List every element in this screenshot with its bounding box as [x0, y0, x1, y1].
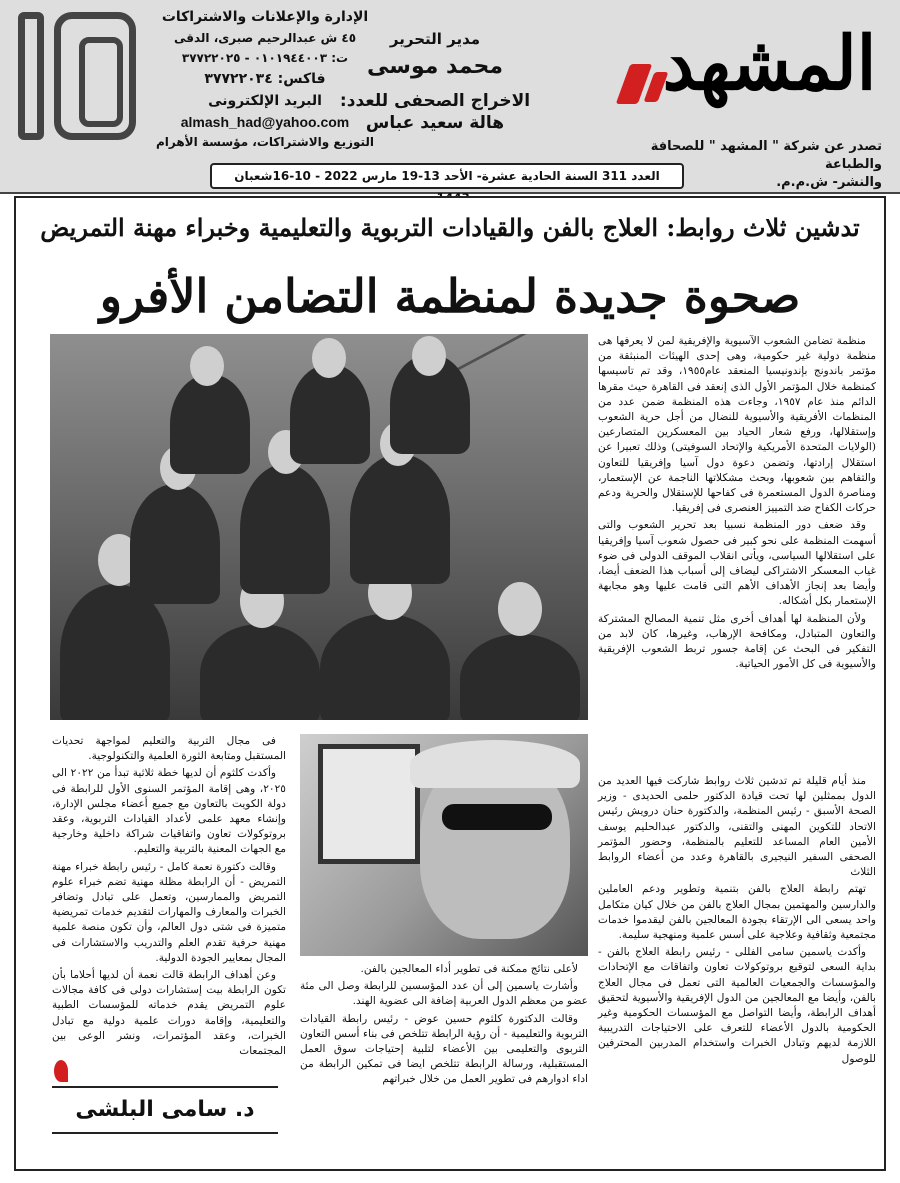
editor-name: محمد موسى	[367, 54, 503, 79]
person-figure	[200, 624, 320, 720]
paragraph: وعن أهداف الرابطة قالت نعمة أن لديها أحلاما بأن تكون الرابطة بيت إستشارات دولى فى كافة مجالات علوم التمريض يقدم خدماته للمؤسسات الطبية والتعليمية، وإقامة دورات علمية دولية مع تبادل الخبرات، وعقد المؤتمرات، ونشر الوعى بين المجتمعات	[52, 969, 286, 1058]
issue-info-bar: العدد 311 السنة الحادية عشرة- الأحد 13-19 مارس 2022 - 10-16شعبان	[210, 163, 684, 189]
page-number	[10, 12, 138, 142]
person-head	[412, 336, 446, 376]
wall-frame	[318, 744, 420, 864]
paragraph: تهتم رابطة العلاج بالفن بتنمية وتطوير ودعم العاملين والدارسين والمهتمين بمجال العلاج بالفن من خلال كيان متكامل واحد يسعى الى الإرتقاء بجودة المعالجين بالفن ليقدموا خدمات مجتمعية وثقافية وعلاجية على أسس علمية ومنهجية سليمة.	[598, 883, 876, 942]
page-number-digit-zero	[54, 12, 136, 140]
person-figure	[170, 374, 250, 474]
person-figure	[320, 614, 450, 720]
article-kicker: تدشين ثلاث روابط: العلاج بالفن والقيادات التربوية والتعليمية وخبراء مهنة التمريض	[40, 213, 860, 242]
publisher-line-1: تصدر عن شركة " المشهد " للصحافة والطباعة	[650, 139, 882, 172]
column-left	[52, 734, 286, 1084]
paragraph: وأشارت ياسمين إلى أن عدد المؤسسين للرابطة وصل الى مئة عضو من معظم الدول العربية إضافة الى عضوية الهند.	[300, 980, 588, 1008]
layout-title: الاخراج الصحفى للعدد:	[339, 91, 531, 111]
person-figure	[290, 364, 370, 464]
paragraph: وقالت الدكتورة كلثوم حسين عوض - رئيس رابطة القيادات التربوية والتعليمية - أن رؤية الرابطة تتلخص فى بناء أسس التعاون التربوى والتعليمى بين الأعضاء لتلبية إحتياجات سوق العمل المستقبلية، ورسالة الرابطة تتلخص ايضا فى تمكين الرابطة من اداء ادوارهم فى تطوير العمل من خلال خبراتهم	[300, 1012, 588, 1086]
masthead	[0, 0, 900, 194]
column-middle	[300, 962, 588, 1167]
paragraph: منظمة تضامن الشعوب الآسيوية والإفريقية لمن لا يعرفها هى منظمة دولية غير حكومية، وهى إحدى الهيئات المنبثقة من مؤتمر باندونج بإندونيسيا المنعقد عام١٩٥٥، وقد تم تاسيسها كمنظمة خلال المؤتمر الأول الذى إنعقد فى القاهرة حيث مقرها الدائم منذ عام ١٩٥٧، وجاءت هذه المنظمة ضمن عدد من المنظمات الأفريقية والأسيوية للنضال من أجل حرية الشعوب وإستقلالها، ورفع شعار الحياد بين المعسكرين المتصارعين (الولايات المتحدة الأمريكية والإتحاد السوفيتى) وذلك تعبيرا عن استقلال إرادتها، وتضمن دعوة دول آسيا وإفريقيا للتعاون والتفاهم بين شعوبها، وبحث مشكلاتها الناجمة عن الإستعمار، ومناصرة الدول المستعمرة فى كفاحها للإستقلال والحرية ودعم حركات الكفاح ضد التمييز العنصرى فى إفريقيا.	[598, 335, 876, 515]
editor-title: مدير التحرير	[389, 30, 481, 48]
person-figure	[130, 484, 220, 604]
distribution: التوزيع والاشتراكات، مؤسسة الأهرام	[155, 135, 375, 149]
article-headline: صحوة جديدة لمنظمة التضامن الأفرو	[99, 269, 801, 323]
person-head	[498, 582, 542, 636]
person-figure	[350, 454, 450, 584]
fax: فاكس: ٣٧٧٢٢٠٣٤	[204, 71, 326, 87]
paragraph: فى مجال التربية والتعليم لمواجهة تحديات المستقبل ومتابعة الثورة العلمية والتكنولوجية.	[52, 735, 286, 763]
byline: د. سامى البلشى	[52, 1086, 278, 1134]
paragraph: وقالت دكتورة نعمة كامل - رئيس رابطة خبراء مهنة التمريض - أن الرابطة مظلة مهنية تضم خبراء علوم التمريض والممارسين، وتعمل على تبادل وتضافر الخبرات والمعارف والمهارات لتقديم خدمات تمريضية متميزة فى شتى دول العالم، وأن تكون منصة علمية مهنية حرفية تقدم العلم والتدريب والاستشارات فى المجال بمعايير الجودة الدولية.	[52, 860, 286, 964]
layout-name: هالة سعيد عباس	[365, 113, 505, 133]
column-right-top	[598, 334, 876, 720]
person-head	[312, 338, 346, 378]
page-number-digit-one	[18, 12, 44, 140]
portrait-cap	[410, 740, 580, 788]
paragraph: منذ أيام قليلة تم تدشين ثلاث روابط شاركت فيها العديد من الدول بممثلين لها تحت قيادة الدكتور حلمى الحديدى - وزير الصحة الأسبق - رئيس المنظمة، والدكتورة حنان درويش رئيس الاتحاد للتكوين المهنى والتقنى، والدكتور عبدالحليم يوسف الأمين العام المساعد للتعليم بالمنظمة، وحضور المؤتمر الصحفى السفير النيجيرى بالقاهرة وعدد من أعضاء الروابط الثلاث	[598, 775, 876, 879]
column-right-bottom	[598, 774, 876, 1164]
sunglasses	[442, 804, 552, 830]
paragraph: وأكدت ياسمين سامى الفللى - رئيس رابطة العلاج بالفن - بداية السعى لتوقيع بروتوكولات تعاون واتفاقات مع الإتحادات والمؤسسات والجمعيات العالمية التى تعمل فى مجال العلاج بالفن، وأيضا مع المعالجين من الدول الإفريقية والأسيوية لتحقيق أهداف الرابطة، وأيضا التواصل مع المؤسسات الحكومية وغير الحكومية بالدول الأعضاء للتعرف على الاحتياجات التدريبية اللازمة لديهم وتبادل الخبرات واستخدام المدربين المحترفين للوصول	[598, 946, 876, 1065]
person-figure	[240, 464, 330, 594]
contact-box	[150, 6, 380, 152]
address: ٤٥ ش عبدالرحيم صبرى، الدقى	[173, 31, 357, 45]
phone: ت: ٠١٠١٩٤٤٠٠٣ - ٣٧٧٢٢٠٢٥	[181, 51, 349, 65]
admin-title: الإدارة والإعلانات والاشتراكات	[161, 9, 369, 25]
group-photo	[50, 334, 588, 720]
person-figure	[460, 634, 580, 720]
logo-text: المشهد	[662, 21, 877, 107]
paragraph: وقد ضعف دور المنظمة نسبيا بعد تحرير الشعوب والتى أسهمت المنظمة على نحو كبير فى حصول شعوب آسيا وإفريقيا على استقلالها السياسى، ويأتى انقلاب الموقف الدولى فى ضوء غياب المعسكر الاشتراكى ليضاف إلى أسباب هذا الضعف أيضا، وأيضا بعد إنجاز الأهداف الأهم التى قامت عليها وهو مجابهة الإستعمار بكل أشكاله.	[598, 519, 876, 608]
email-title: البريد الإلكترونى	[208, 93, 322, 109]
byline-mark	[54, 1060, 68, 1082]
person-head	[190, 346, 224, 386]
publisher-line-2: والنشر- ش.م.م.	[776, 175, 882, 190]
person-figure	[60, 584, 170, 720]
paragraph: ولأن المنظمة لها أهداف أخرى مثل تنمية المصالح المشتركة والتعاون المتبادل، ومكافحة الإرهاب، وغيرها، كان لابد من التفكير فى البحث عن إقامة جسور تربط الشعوب الإفريقية والأسيوية فى كل الأمور الحياتية.	[598, 612, 876, 671]
portrait-photo	[300, 734, 588, 956]
paragraph: لأعلى نتائج ممكنة فى تطوير أداء المعالجين بالفن.	[360, 963, 578, 975]
email-link[interactable]: almash_had@yahoo.com	[180, 114, 350, 130]
paragraph: وأكدت كلثوم أن لديها خطة ثلاثية تبدأ من ٢٠٢٢ الى ٢٠٢٥، وهى إقامة المؤتمر السنوى الأول للرابطة فى دولة الكويت بالتعاون مع جميع أعضاء مجلس الإدارة، وإنشاء معهد علمى لأعداد القيادات التربوية، وعقد بروتوكولات تعاون واتفاقيات شراكة داخلية وخارجية مع الجهات المعنية بالتربية والتعليم.	[52, 767, 286, 856]
